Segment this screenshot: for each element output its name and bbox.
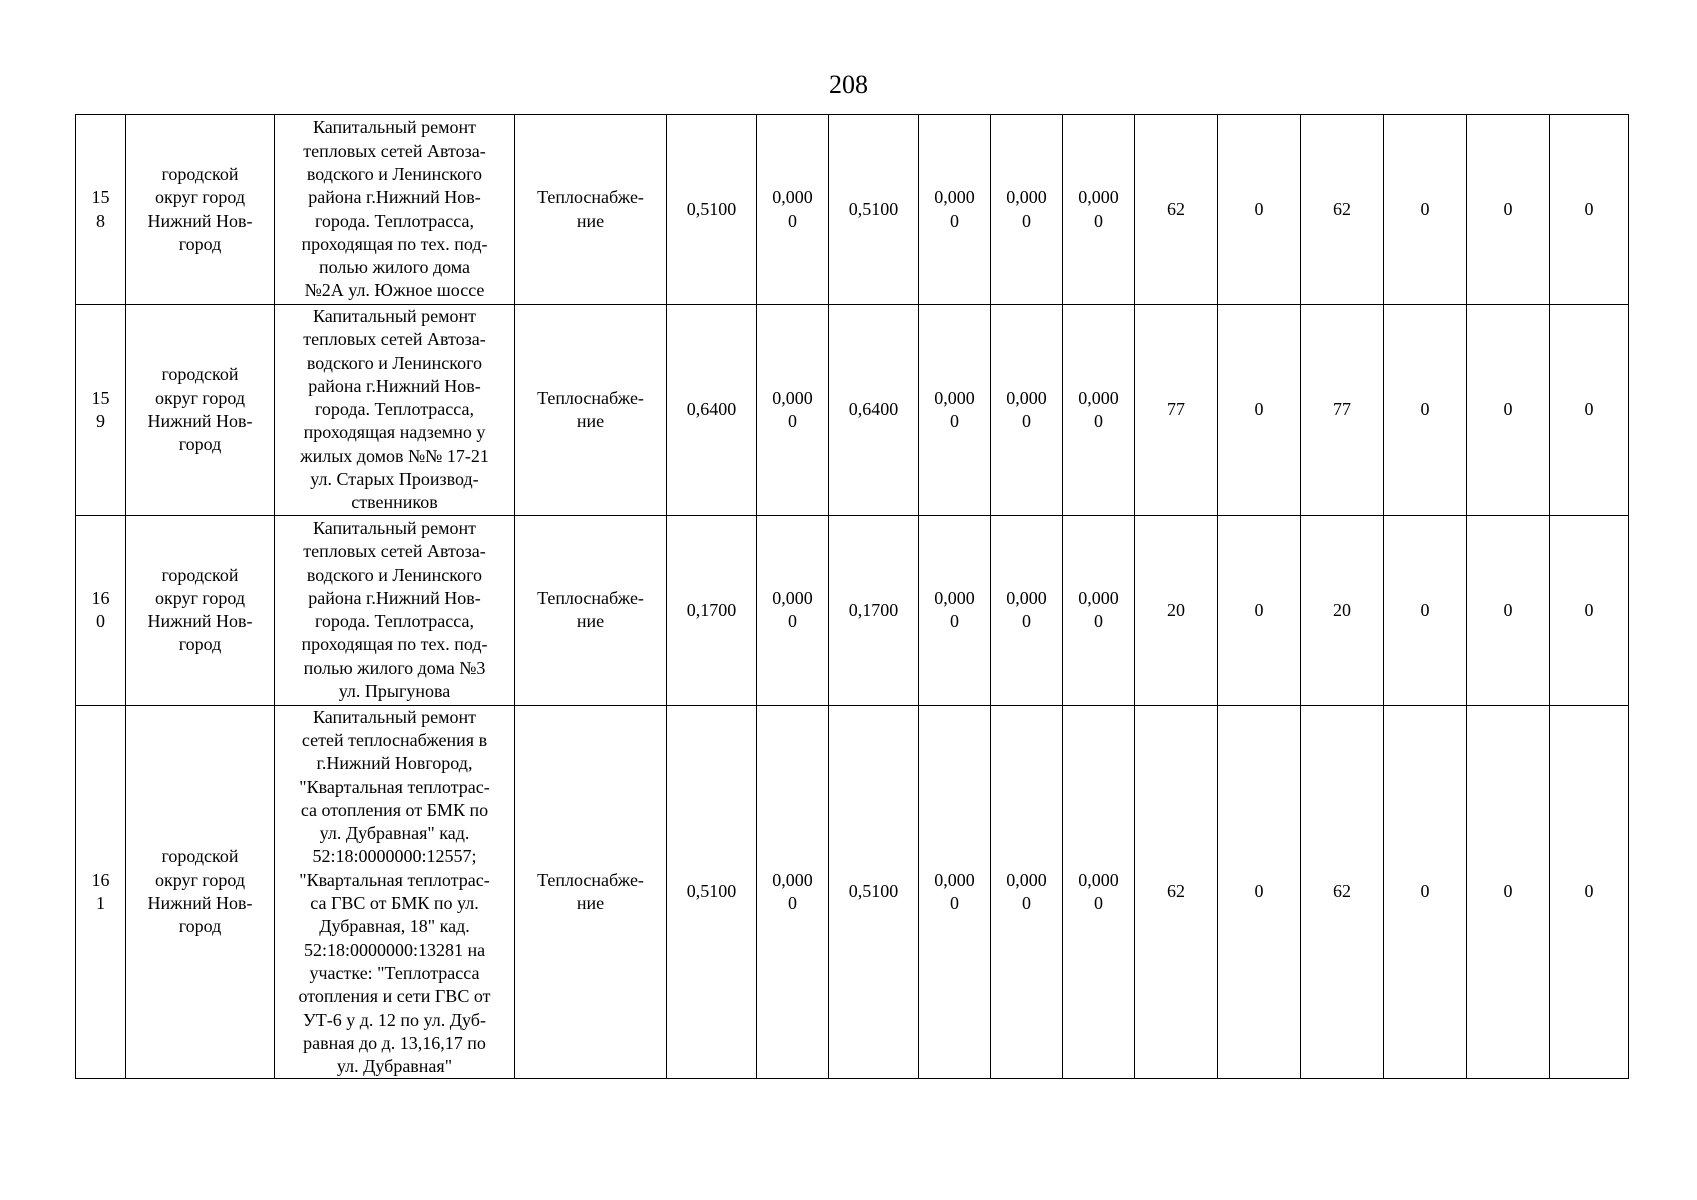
value-cell-9: 62 — [1301, 115, 1384, 305]
value-cell-7: 62 — [1135, 705, 1218, 1079]
value-cell-6: 0,000 0 — [1063, 515, 1135, 705]
object-description-cell: Капитальный ремонт сетей теплоснабжения в г.Нижний Новгород, "Квартальная теплотрас- са отопления от БМК по ул. Дубравная" кад. 52:18:0000000:12557; "Квартальная теплотрас- са ГВС от БМК по ул. Дубравная, 18" кад. 52:18:0000000:13281 на участке: "Теплотрасса отопления и сети ГВС от УТ-6 у д. 12 по ул. Дуб- равная до д. 13,16,17 по ул. Дубравная" — [275, 705, 515, 1079]
value-cell-10: 0 — [1384, 705, 1467, 1079]
value-cell-2: 0,000 0 — [757, 115, 829, 305]
value-cell-12: 0 — [1550, 115, 1629, 305]
data-table — [75, 114, 1629, 1079]
object-description-cell: Капитальный ремонт тепловых сетей Автоза- водского и Ленинского района г.Нижний Нов- города. Теплотрасса, проходящая надземно у жилых домов №№ 17-21 ул. Старых Производ- ственников — [275, 305, 515, 516]
value-cell-5: 0,000 0 — [991, 115, 1063, 305]
value-cell-9: 20 — [1301, 515, 1384, 705]
value-cell-8: 0 — [1218, 515, 1301, 705]
value-cell-1: 0,1700 — [667, 515, 757, 705]
value-cell-3: 0,5100 — [829, 705, 919, 1079]
value-cell-4: 0,000 0 — [919, 305, 991, 516]
page-number: 208 — [829, 70, 868, 99]
row-number-cell: 16 1 — [76, 705, 126, 1079]
value-cell-10: 0 — [1384, 305, 1467, 516]
value-cell-12: 0 — [1550, 305, 1629, 516]
row-number-cell: 15 9 — [76, 305, 126, 516]
value-cell-2: 0,000 0 — [757, 305, 829, 516]
value-cell-7: 20 — [1135, 515, 1218, 705]
value-cell-5: 0,000 0 — [991, 515, 1063, 705]
sphere-cell: Теплоснабже- ние — [515, 705, 667, 1079]
sphere-cell: Теплоснабже- ние — [515, 115, 667, 305]
value-cell-1: 0,5100 — [667, 705, 757, 1079]
value-cell-4: 0,000 0 — [919, 115, 991, 305]
row-number-cell: 15 8 — [76, 115, 126, 305]
municipality-cell: городской округ город Нижний Нов- город — [126, 115, 275, 305]
object-description-cell: Капитальный ремонт тепловых сетей Автоза- водского и Ленинского района г.Нижний Нов- города. Теплотрасса, проходящая по тех. под- полью жилого дома №2А ул. Южное шоссе — [275, 115, 515, 305]
value-cell-10: 0 — [1384, 515, 1467, 705]
sphere-cell: Теплоснабже- ние — [515, 305, 667, 516]
value-cell-6: 0,000 0 — [1063, 705, 1135, 1079]
table-row — [76, 115, 1629, 305]
table-row — [76, 305, 1629, 516]
value-cell-9: 62 — [1301, 705, 1384, 1079]
value-cell-2: 0,000 0 — [757, 705, 829, 1079]
value-cell-8: 0 — [1218, 705, 1301, 1079]
value-cell-11: 0 — [1467, 115, 1550, 305]
value-cell-3: 0,6400 — [829, 305, 919, 516]
value-cell-2: 0,000 0 — [757, 515, 829, 705]
value-cell-7: 77 — [1135, 305, 1218, 516]
value-cell-10: 0 — [1384, 115, 1467, 305]
value-cell-11: 0 — [1467, 305, 1550, 516]
value-cell-5: 0,000 0 — [991, 705, 1063, 1079]
value-cell-3: 0,1700 — [829, 515, 919, 705]
value-cell-7: 62 — [1135, 115, 1218, 305]
value-cell-8: 0 — [1218, 305, 1301, 516]
sphere-cell: Теплоснабже- ние — [515, 515, 667, 705]
value-cell-11: 0 — [1467, 515, 1550, 705]
value-cell-6: 0,000 0 — [1063, 115, 1135, 305]
value-cell-11: 0 — [1467, 705, 1550, 1079]
municipality-cell: городской округ город Нижний Нов- город — [126, 705, 275, 1079]
value-cell-4: 0,000 0 — [919, 515, 991, 705]
table-row — [76, 705, 1629, 1079]
row-number-cell: 16 0 — [76, 515, 126, 705]
table-row — [76, 515, 1629, 705]
value-cell-4: 0,000 0 — [919, 705, 991, 1079]
value-cell-12: 0 — [1550, 705, 1629, 1079]
municipality-cell: городской округ город Нижний Нов- город — [126, 305, 275, 516]
value-cell-9: 77 — [1301, 305, 1384, 516]
value-cell-6: 0,000 0 — [1063, 305, 1135, 516]
value-cell-12: 0 — [1550, 515, 1629, 705]
object-description-cell: Капитальный ремонт тепловых сетей Автоза- водского и Ленинского района г.Нижний Нов- города. Теплотрасса, проходящая по тех. под- полью жилого дома №3 ул. Прыгунова — [275, 515, 515, 705]
value-cell-3: 0,5100 — [829, 115, 919, 305]
value-cell-8: 0 — [1218, 115, 1301, 305]
value-cell-5: 0,000 0 — [991, 305, 1063, 516]
municipality-cell: городской округ город Нижний Нов- город — [126, 515, 275, 705]
value-cell-1: 0,6400 — [667, 305, 757, 516]
value-cell-1: 0,5100 — [667, 115, 757, 305]
